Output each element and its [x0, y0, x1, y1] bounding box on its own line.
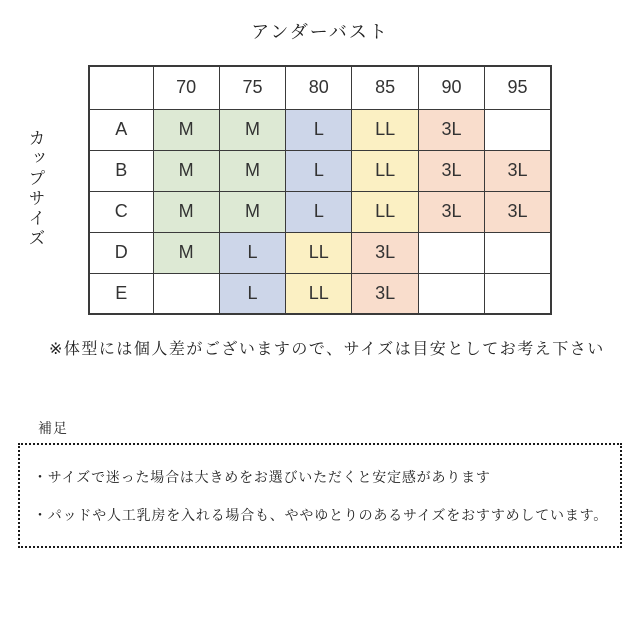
cup-row-label-cell: B — [89, 150, 153, 191]
size-cell — [418, 273, 484, 314]
size-cell — [485, 109, 551, 150]
size-cell: 3L — [485, 150, 551, 191]
size-cell: M — [153, 232, 219, 273]
size-cell: L — [286, 150, 352, 191]
size-cell: L — [286, 191, 352, 232]
size-row — [89, 150, 551, 191]
size-cell: M — [153, 109, 219, 150]
size-cell: 3L — [485, 191, 551, 232]
size-cell: 3L — [418, 191, 484, 232]
size-cell — [153, 273, 219, 314]
supplement-label: 補足 — [38, 420, 68, 436]
size-cell: LL — [352, 191, 418, 232]
underbust-header-cell: 70 — [153, 66, 219, 109]
cup-size-axis-label-wrap — [20, 65, 50, 313]
size-cell: LL — [352, 109, 418, 150]
corner-cell — [89, 66, 153, 109]
size-cell: M — [153, 150, 219, 191]
size-table-head — [89, 66, 551, 109]
size-cell — [485, 273, 551, 314]
size-cell: M — [219, 109, 285, 150]
underbust-header-cell: 75 — [219, 66, 285, 109]
size-row — [89, 232, 551, 273]
size-cell: LL — [286, 273, 352, 314]
size-cell — [418, 232, 484, 273]
underbust-header-cell: 95 — [485, 66, 551, 109]
underbust-header-cell: 90 — [418, 66, 484, 109]
size-cell: L — [219, 232, 285, 273]
size-row — [89, 109, 551, 150]
underbust-header-cell: 80 — [286, 66, 352, 109]
supplement-item: ・サイズで迷った場合は大きめをお選びいただくと安定感があります — [33, 469, 491, 485]
size-cell: LL — [352, 150, 418, 191]
cup-row-label-cell: E — [89, 273, 153, 314]
size-cell: LL — [286, 232, 352, 273]
supplement-item: ・パッドや人工乳房を入れる場合も、ややゆとりのあるサイズをおすすめしています。 — [33, 507, 609, 523]
size-row — [89, 273, 551, 314]
size-cell: L — [286, 109, 352, 150]
cup-row-label-cell: A — [89, 109, 153, 150]
size-cell: 3L — [352, 232, 418, 273]
supplement-box — [18, 443, 622, 548]
size-row — [89, 191, 551, 232]
size-cell — [485, 232, 551, 273]
size-table — [88, 65, 552, 315]
size-cell: M — [219, 191, 285, 232]
cup-row-label-cell: D — [89, 232, 153, 273]
size-table-body — [89, 109, 551, 314]
cup-size-axis-label: カップサイズ — [25, 129, 45, 249]
disclaimer-note: ※体型には個人差がございますので、サイズは目安としてお考え下さい — [49, 341, 605, 358]
size-cell: 3L — [418, 109, 484, 150]
cup-row-label-cell: C — [89, 191, 153, 232]
size-cell: L — [219, 273, 285, 314]
header-row — [89, 66, 551, 109]
size-cell: M — [153, 191, 219, 232]
underbust-header-cell: 85 — [352, 66, 418, 109]
size-cell: 3L — [352, 273, 418, 314]
underbust-axis-title: アンダーバスト — [251, 22, 389, 42]
size-cell: M — [219, 150, 285, 191]
size-cell: 3L — [418, 150, 484, 191]
